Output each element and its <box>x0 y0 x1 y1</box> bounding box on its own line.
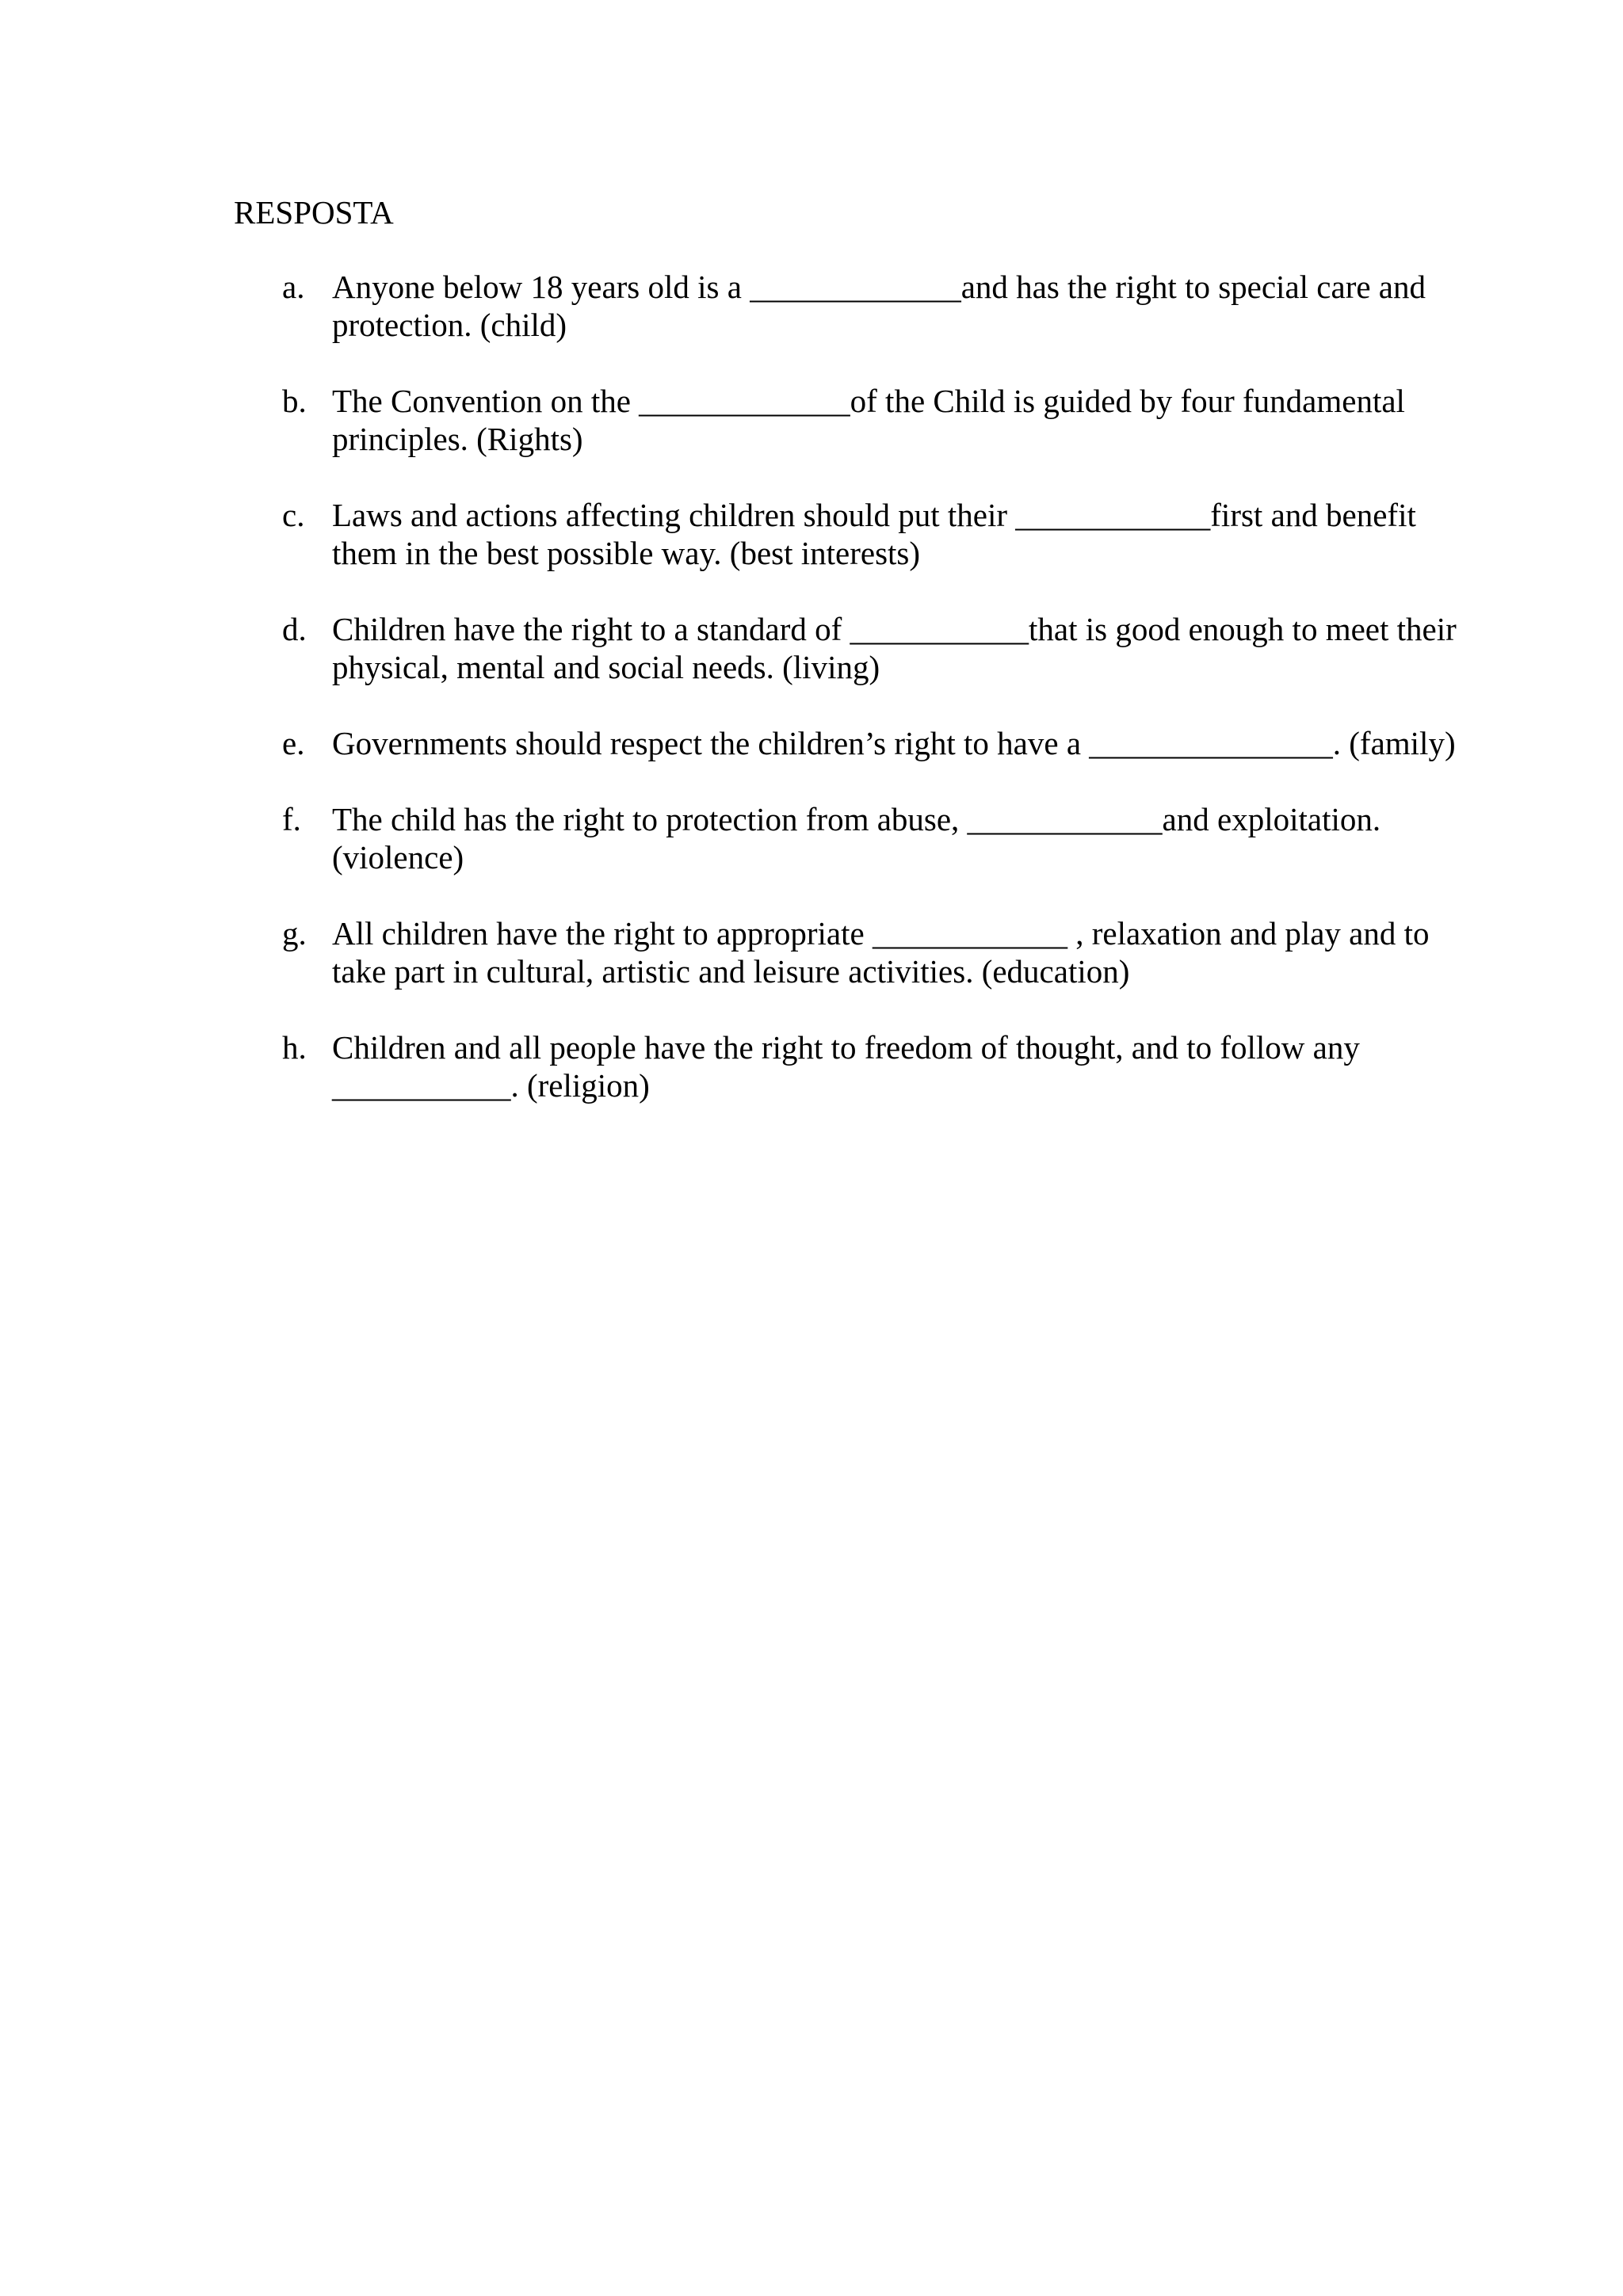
item-text-line-2: physical, mental and social needs. (living) <box>332 649 880 685</box>
item-marker: f. <box>282 801 301 837</box>
page-heading: RESPOSTA <box>234 194 394 231</box>
item-marker: g. <box>282 915 307 952</box>
item-text-line-1: All children have the right to appropriate ____________ , relaxation and play and to <box>332 915 1430 952</box>
item-text-line-1: Children have the right to a standard of ___________that is good enough to meet their <box>332 611 1457 647</box>
item-marker: b. <box>282 383 307 419</box>
item-marker: d. <box>282 611 307 647</box>
question-item-e <box>282 724 1487 762</box>
item-text-line-2: ___________. (religion) <box>332 1067 650 1104</box>
question-item-a <box>282 268 1487 344</box>
item-text-line-2: principles. (Rights) <box>332 421 583 457</box>
item-text-line-1: Laws and actions affecting children should put their ____________first and benefit <box>332 497 1416 533</box>
item-text-line-1: Governments should respect the children’s right to have a _______________. (family) <box>332 725 1456 761</box>
item-marker: h. <box>282 1029 307 1066</box>
item-marker: c. <box>282 497 305 533</box>
item-text-line-2: protection. (child) <box>332 307 567 343</box>
item-text-line-1: The child has the right to protection from abuse, ____________and exploitation. <box>332 801 1381 837</box>
item-text-line-1: The Convention on the _____________of the Child is guided by four fundamental <box>332 383 1405 419</box>
question-item-f <box>282 800 1487 876</box>
question-item-d <box>282 610 1487 686</box>
item-text-line-1: Anyone below 18 years old is a _____________and has the right to special care and <box>332 269 1426 305</box>
item-marker: a. <box>282 269 305 305</box>
item-text-line-1: Children and all people have the right to freedom of thought, and to follow any <box>332 1029 1360 1066</box>
item-text-line-2: (violence) <box>332 839 464 875</box>
question-item-h <box>282 1028 1487 1104</box>
item-text-line-2: take part in cultural, artistic and leisure activities. (education) <box>332 953 1130 990</box>
item-marker: e. <box>282 725 305 761</box>
question-item-c <box>282 496 1487 572</box>
question-item-b <box>282 382 1487 458</box>
item-text-line-2: them in the best possible way. (best interests) <box>332 535 921 571</box>
question-list <box>282 268 1487 1142</box>
question-item-g <box>282 914 1487 990</box>
